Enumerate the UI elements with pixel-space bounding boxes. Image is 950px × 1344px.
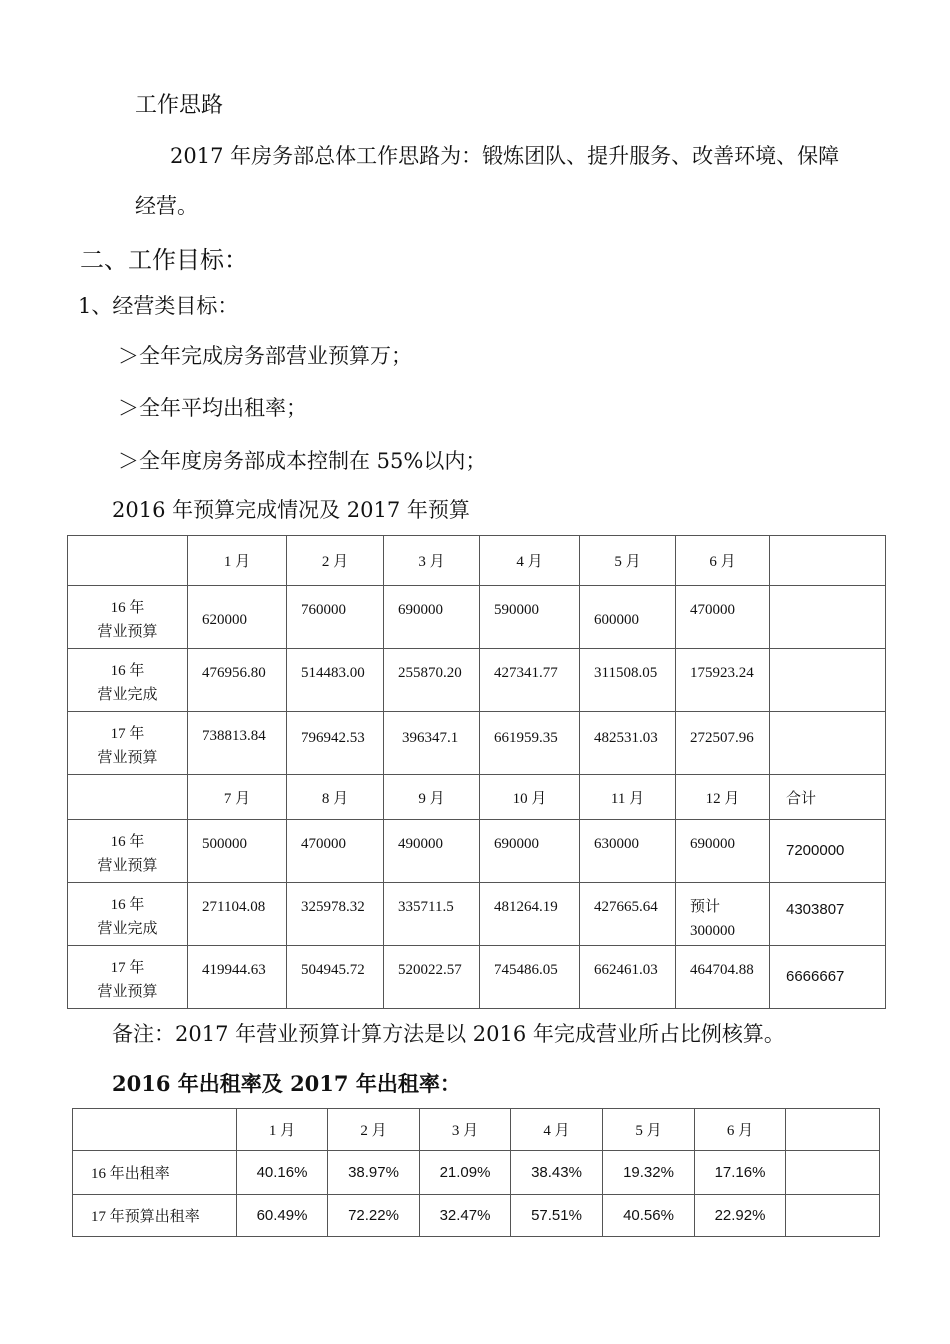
- value-cell: 620000: [188, 586, 287, 649]
- percent-cell: 32.47%: [420, 1195, 511, 1237]
- table-row: [68, 586, 886, 649]
- percent-cell: 60.49%: [237, 1195, 328, 1237]
- occupancy-table: [72, 1108, 880, 1237]
- value-cell: 482531.03: [580, 712, 676, 775]
- month-header: 11 月: [580, 775, 676, 820]
- table-row: [68, 649, 886, 712]
- value-cell: 427341.77: [480, 649, 580, 712]
- row-label: 16 年 营业完成: [68, 883, 188, 946]
- value-cell: 590000: [480, 586, 580, 649]
- row-label: 16 年 营业完成: [68, 649, 188, 712]
- heading-work-ideas: 工作思路: [135, 93, 224, 118]
- month-header: 2 月: [287, 536, 384, 586]
- total-cell: 7200000: [770, 820, 886, 883]
- table-row: [68, 712, 886, 775]
- month-header: 4 月: [511, 1109, 603, 1151]
- value-cell: 255870.20: [384, 649, 480, 712]
- budget-header-row-h1: [68, 536, 886, 586]
- corner-cell: [73, 1109, 237, 1151]
- budget-header-row-h2: [68, 775, 886, 820]
- row-label: 16 年 营业预算: [68, 586, 188, 649]
- work-ideas-line-1: 2017 年房务部总体工作思路为：锻炼团队、提升服务、改善环境、保障: [170, 144, 840, 168]
- value-cell: 419944.63: [188, 946, 287, 1009]
- percent-cell: 21.09%: [420, 1151, 511, 1195]
- value-cell: 738813.84: [188, 712, 287, 775]
- table-row: [68, 883, 886, 946]
- occupancy-caption: 2016 年出租率及 2017 年出租率：: [112, 1071, 461, 1096]
- month-header: 3 月: [384, 536, 480, 586]
- month-header: [786, 1109, 880, 1151]
- month-header: 12 月: [676, 775, 770, 820]
- value-cell: 427665.64: [580, 883, 676, 946]
- month-header: 3 月: [420, 1109, 511, 1151]
- row-label: 17 年 营业预算: [68, 946, 188, 1009]
- value-cell: 311508.05: [580, 649, 676, 712]
- goal-3: ＞全年度房务部成本控制在 55%以内；: [118, 449, 487, 473]
- percent-cell: 40.16%: [237, 1151, 328, 1195]
- table-row: [68, 946, 886, 1009]
- work-ideas-line-2: 经营。: [135, 194, 198, 218]
- percent-cell: 72.22%: [328, 1195, 420, 1237]
- occupancy-header-row: [73, 1109, 880, 1151]
- percent-cell: 57.51%: [511, 1195, 603, 1237]
- value-cell: 271104.08: [188, 883, 287, 946]
- table-row: [73, 1151, 880, 1195]
- value-cell: 335711.5: [384, 883, 480, 946]
- percent-cell: 19.32%: [603, 1151, 695, 1195]
- percent-cell: 40.56%: [603, 1195, 695, 1237]
- total-cell: 4303807: [770, 883, 886, 946]
- total-header: 合计: [770, 775, 886, 820]
- percent-cell: 38.43%: [511, 1151, 603, 1195]
- percent-cell: [786, 1195, 880, 1237]
- value-cell: 464704.88: [676, 946, 770, 1009]
- total-cell: [770, 586, 886, 649]
- budget-table: [67, 535, 886, 1009]
- value-cell: 481264.19: [480, 883, 580, 946]
- percent-cell: 22.92%: [695, 1195, 786, 1237]
- row-label: 17 年 营业预算: [68, 712, 188, 775]
- row-label: 17 年预算出租率: [73, 1195, 237, 1237]
- month-header: 10 月: [480, 775, 580, 820]
- goal-2: ＞全年平均出租率；: [118, 396, 307, 420]
- value-cell: 745486.05: [480, 946, 580, 1009]
- value-cell: 490000: [384, 820, 480, 883]
- value-cell: 272507.96: [676, 712, 770, 775]
- month-header: 9 月: [384, 775, 480, 820]
- value-cell: 690000: [676, 820, 770, 883]
- value-cell: 661959.35: [480, 712, 580, 775]
- month-header: 8 月: [287, 775, 384, 820]
- value-cell: 325978.32: [287, 883, 384, 946]
- row-label: 16 年出租率: [73, 1151, 237, 1195]
- value-cell: 600000: [580, 586, 676, 649]
- value-cell: 520022.57: [384, 946, 480, 1009]
- value-cell: 514483.00: [287, 649, 384, 712]
- value-cell: 796942.53: [287, 712, 384, 775]
- value-cell: 470000: [287, 820, 384, 883]
- row-label: 16 年 营业预算: [68, 820, 188, 883]
- budget-caption: 2016 年预算完成情况及 2017 年预算: [112, 498, 470, 522]
- total-cell: [770, 712, 886, 775]
- value-cell: 500000: [188, 820, 287, 883]
- table-row: [73, 1195, 880, 1237]
- month-header: 5 月: [580, 536, 676, 586]
- corner-cell: [68, 536, 188, 586]
- sub-1-title: 1、经营类目标：: [78, 294, 239, 318]
- month-header: 4 月: [480, 536, 580, 586]
- corner-cell: [68, 775, 188, 820]
- month-header: 5 月: [603, 1109, 695, 1151]
- value-cell: 470000: [676, 586, 770, 649]
- month-header: 1 月: [188, 536, 287, 586]
- month-header: 2 月: [328, 1109, 420, 1151]
- value-cell: 630000: [580, 820, 676, 883]
- month-header: [770, 536, 886, 586]
- total-cell: 6666667: [770, 946, 886, 1009]
- value-cell: 476956.80: [188, 649, 287, 712]
- budget-note: 备注：2017 年营业预算计算方法是以 2016 年完成营业所占比例核算。: [112, 1022, 785, 1046]
- percent-cell: 17.16%: [695, 1151, 786, 1195]
- value-cell: 690000: [480, 820, 580, 883]
- month-header: 1 月: [237, 1109, 328, 1151]
- value-cell: 760000: [287, 586, 384, 649]
- month-header: 6 月: [695, 1109, 786, 1151]
- month-header: 7 月: [188, 775, 287, 820]
- total-cell: [770, 649, 886, 712]
- section-2-title: 二、工作目标：: [80, 246, 248, 274]
- value-cell: 175923.24: [676, 649, 770, 712]
- value-cell: 662461.03: [580, 946, 676, 1009]
- percent-cell: 38.97%: [328, 1151, 420, 1195]
- value-cell: 预计 300000: [676, 883, 770, 946]
- goal-1: ＞全年完成房务部营业预算万；: [118, 344, 412, 368]
- value-cell: 690000: [384, 586, 480, 649]
- value-cell: 396347.1: [384, 712, 480, 775]
- percent-cell: [786, 1151, 880, 1195]
- table-row: [68, 820, 886, 883]
- value-cell: 504945.72: [287, 946, 384, 1009]
- month-header: 6 月: [676, 536, 770, 586]
